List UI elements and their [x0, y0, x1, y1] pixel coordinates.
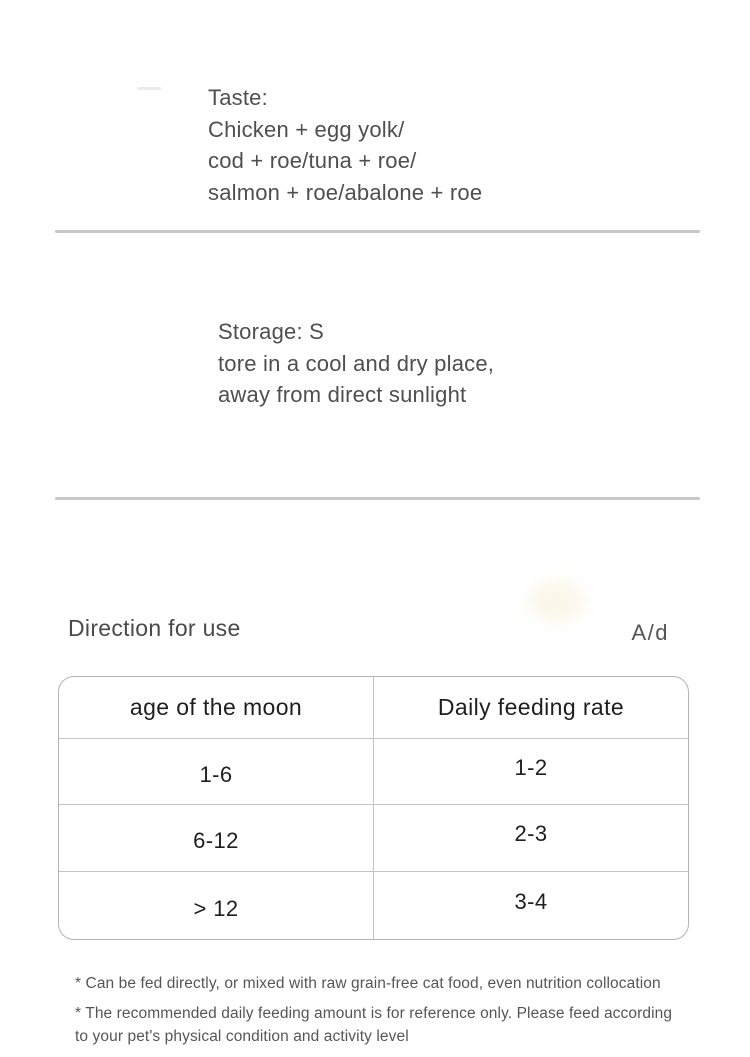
storage-line-2: tore in a cool and dry place,: [218, 350, 495, 376]
direction-title: Direction for use: [68, 614, 241, 641]
footnote-2: [75, 1002, 730, 1049]
rate-value: 1-2: [514, 754, 548, 780]
footnotes: [75, 972, 730, 1055]
table-header-age: [59, 677, 374, 738]
table-cell-rate: [374, 805, 688, 871]
unit-label: A/d: [631, 620, 669, 645]
feeding-table: [58, 676, 689, 940]
faint-watermark-artifact: [137, 87, 161, 90]
storage-line-3: away from direct sunlight: [218, 382, 467, 408]
direction-header: [58, 610, 689, 646]
table-cell-rate: [374, 739, 688, 804]
table-header-age-label: age of the moon: [129, 694, 303, 720]
age-value: > 12: [193, 895, 239, 921]
footnote-2-line-1: * The recommended daily feeding amount is for reference only. Please feed according: [75, 1004, 673, 1022]
age-value: 1-6: [199, 761, 233, 787]
footnote-1-line-1: * Can be fed directly, or mixed with raw grain-free cat food, even nutrition collocation: [75, 975, 661, 992]
section-divider: [55, 497, 700, 500]
footnote-1: [75, 972, 730, 996]
table-cell-age: [59, 805, 374, 871]
table-cell-age: [59, 872, 374, 939]
rate-value: 3-4: [514, 888, 548, 914]
rate-value: 2-3: [514, 821, 548, 846]
table-cell-rate: [374, 872, 688, 939]
table-row: [59, 739, 688, 805]
table-header-row: [59, 677, 688, 739]
storage-line-1: Storage: S: [218, 319, 324, 344]
age-value: 6-12: [193, 828, 239, 853]
taste-line-3: salmon + roe/abalone + roe: [208, 179, 483, 205]
table-header-rate: [374, 677, 688, 738]
taste-label: Taste:: [208, 85, 268, 110]
table-row: [59, 872, 688, 939]
footnote-2-line-2: to your pet's physical condition and activity level: [75, 1028, 409, 1045]
section-divider: [55, 230, 700, 233]
taste-section: [208, 82, 482, 208]
taste-line-1: Chicken + egg yolk/: [208, 116, 405, 142]
table-row: [59, 805, 688, 872]
storage-section: [218, 316, 494, 411]
table-header-rate-label: Daily feeding rate: [437, 694, 625, 720]
taste-line-2: cod + roe/tuna + roe/: [208, 148, 417, 174]
table-cell-age: [59, 739, 374, 804]
